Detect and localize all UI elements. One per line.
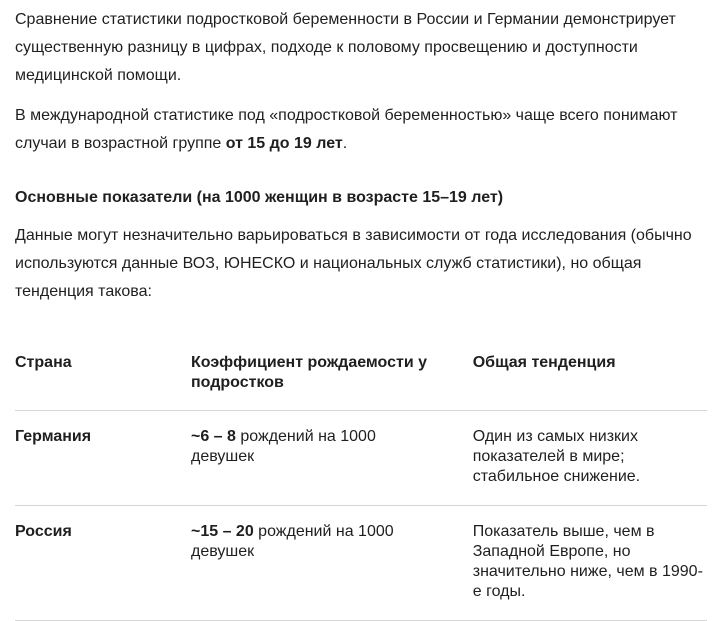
rate-value: ~6 – 8 <box>190 428 236 445</box>
cell-country: Германия <box>15 411 191 506</box>
header-rate: Коэффициент рождаемости у подростков <box>190 354 428 391</box>
cell-rate <box>191 506 473 621</box>
rate-unit: рождений на 1000 девушек <box>190 428 376 465</box>
rate-unit: рождений на 1000 девушек <box>190 523 394 560</box>
cell-trend: Показатель выше, чем в Западной Европе, но значительно ниже, чем в 1990-е годы. <box>473 506 707 621</box>
section-heading: Основные показатели (на 1000 женщин в возрасте 15–19 лет) <box>15 189 504 206</box>
definition-paragraph <box>15 102 707 158</box>
table-row-russia <box>15 506 707 621</box>
header-country: Страна <box>15 354 72 371</box>
statistics-table <box>15 332 707 621</box>
article-content <box>15 6 707 621</box>
table-row-germany <box>15 411 707 506</box>
data-note-paragraph: Данные могут незначительно варьироваться в зависимости от года исследования (обычно используются данные ВОЗ, ЮНЕСКО и национальных служб статистики), но общая тенденция такова: <box>15 227 692 300</box>
age-range-emphasis: от 15 до 19 лет <box>225 135 343 152</box>
rate-value: ~15 – 20 <box>190 523 254 540</box>
cell-country: Россия <box>15 506 191 621</box>
definition-text: В международной статистике под «подростковой беременностью» чаще всего понимают случаи в возрастной группе <box>15 107 678 152</box>
header-trend: Общая тенденция <box>472 354 616 371</box>
definition-end: . <box>342 135 348 152</box>
cell-rate <box>191 411 473 506</box>
cell-trend: Один из самых низких показателей в мире; стабильное снижение. <box>473 411 707 506</box>
intro-paragraph: Сравнение статистики подростковой беременности в России и Германии демонстрирует существенную разницу в цифрах, подходе к половому просвещению и доступности медицинской помощи. <box>15 11 676 84</box>
table-header-row <box>15 332 707 411</box>
